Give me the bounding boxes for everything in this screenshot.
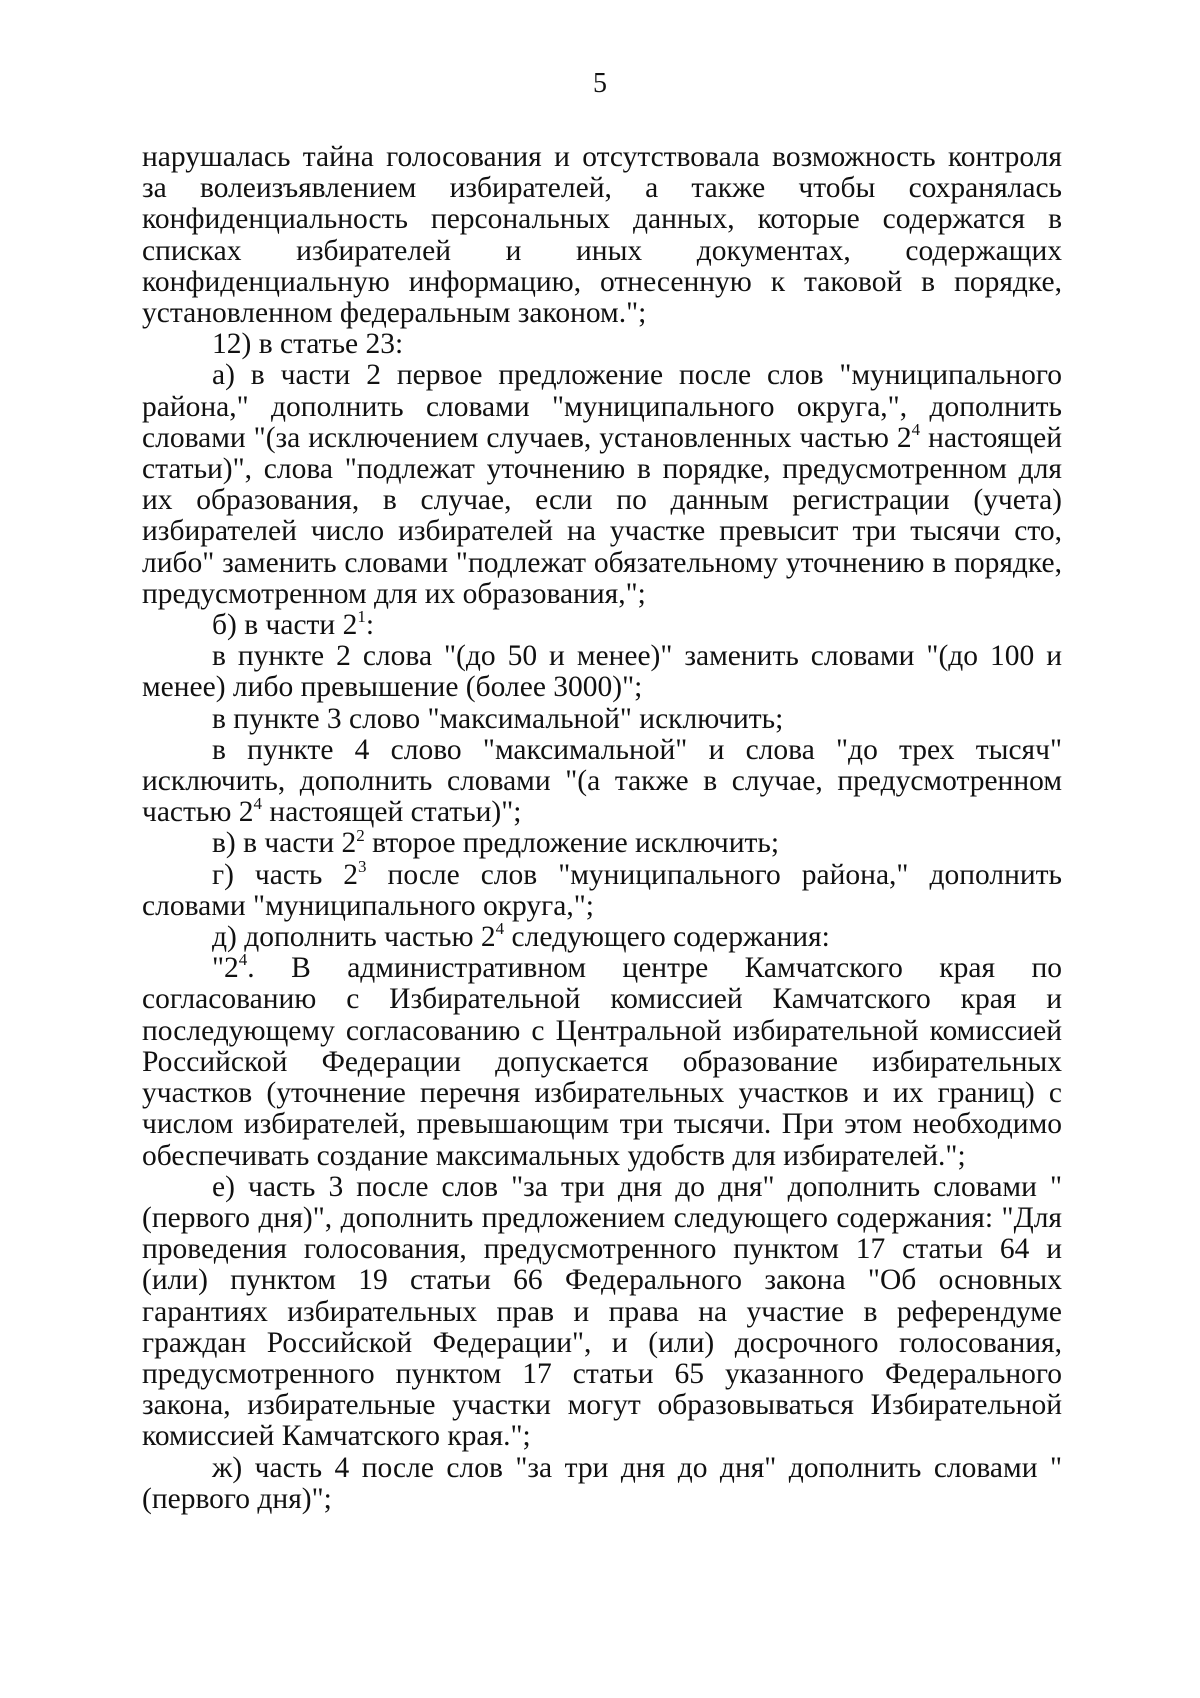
paragraph-11 (142, 950, 1062, 1172)
paragraph-text: а) в части 2 первое предложение после слов "муниципального района," дополнить словами "муниципального округа,", дополнить словами "(за исключением случаев, установленных частью 2 (142, 359, 1062, 454)
paragraph-text: второе предложение исключить; (364, 827, 780, 860)
paragraph-text: настоящей статьи)"; (262, 796, 522, 829)
paragraph-5 (142, 641, 1062, 703)
paragraph-3 (142, 360, 1062, 610)
paragraph-text: нарушалась тайна голосования и отсутствовала возможность контроля за волеизъявлением избирателей, а также чтобы сохранялась конфиденциальность персональных данных, которые содержатся в списках избирателей и иных документах, содержащих конфиденциальную информацию, отнесенную к таковой в порядке, установленном федеральным законом."; (142, 141, 1062, 330)
paragraph-9 (142, 856, 1062, 922)
superscript: 4 (253, 794, 263, 814)
paragraph-text: д) дополнить частью 2 (212, 921, 496, 954)
paragraph-text: . В административном центре Камчатского края по согласованию с Избирательной комиссией Камчатского края и последующему согласованию с Центральной избирательной комиссией Российской Федерации допускается образование избирательных участков (уточнение перечня избирательных участков и их границ) с числом избирателей, превышающим три тысячи. При этом необходимо обеспечивать создание максимальных удобств для избирателей."; (142, 952, 1062, 1172)
page-number: 5 (593, 68, 607, 99)
paragraph-text: в пункте 4 слово "максимальной" и слова "до трех тысяч" исключить, дополнить словами "(а также в случае, предусмотренном частью 2 (142, 733, 1062, 829)
paragraph-2 (142, 329, 1062, 360)
paragraph-8 (142, 825, 1062, 860)
paragraph-12 (142, 1172, 1062, 1453)
paragraph-text: следующего содержания: (504, 921, 830, 954)
paragraph-13 (142, 1453, 1062, 1515)
paragraph-text: после слов "муниципального района," дополнить словами "муниципального округа,"; (142, 858, 1062, 922)
paragraph-text: в пункте 2 слова "(до 50 и менее)" заменить словами "(до 100 и менее) либо превышение (более 3000)"; (142, 640, 1062, 704)
paragraph-text: б) в части 2 (212, 609, 358, 642)
superscript: 4 (911, 420, 921, 439)
superscript: 1 (357, 607, 366, 627)
paragraph-text: в пункте 3 слово "максимальной" исключить; (212, 702, 784, 735)
paragraph-text: : (365, 609, 375, 642)
paragraph-1 (142, 142, 1062, 329)
superscript: 2 (356, 825, 365, 845)
paragraph-text: г) часть 2 (212, 858, 359, 891)
paragraph-text: 12) в статье 23: (212, 328, 404, 361)
document-body (142, 142, 1062, 1515)
paragraph-7 (142, 735, 1062, 829)
paragraph-text: в) в части 2 (212, 827, 357, 860)
paragraph-6 (142, 704, 1062, 735)
paragraph-text: настоящей статьи)", слова "подлежат уточнению в порядке, предусмотренном для их образования, в случае, если по данным регистрации (учета) избирателей число избирателей на участке превысит три тысячи сто, либо" заменить словами "подлежат обязательному уточнению в порядке, предусмотренном для их образования,"; (142, 421, 1062, 610)
superscript: 4 (495, 919, 505, 939)
superscript: 4 (238, 950, 248, 970)
paragraph-text: е) часть 3 после слов "за три дня до дня" дополнить словами "(первого дня)", дополнить предложением следующего содержания: "Для проведения голосования, предусмотренного пунктом 17 статьи 64 и (или) пунктом 19 статьи 66 Федерального закона "Об основных гарантиях избирательных прав и права на участие в референдуме граждан Российской Федерации", и (или) досрочного голосования, предусмотренного пунктом 17 статьи 65 указанного Федерального закона, избирательные участки могут образовываться Избирательной комиссией Камчатского края."; (142, 1170, 1062, 1453)
paragraph-4 (142, 607, 1062, 642)
paragraph-text: ж) часть 4 после слов "за три дня до дня" дополнить словами "(первого дня)"; (142, 1451, 1062, 1515)
paragraph-text: "2 (212, 952, 239, 985)
paragraph-10 (142, 919, 1062, 954)
superscript: 3 (358, 856, 367, 876)
